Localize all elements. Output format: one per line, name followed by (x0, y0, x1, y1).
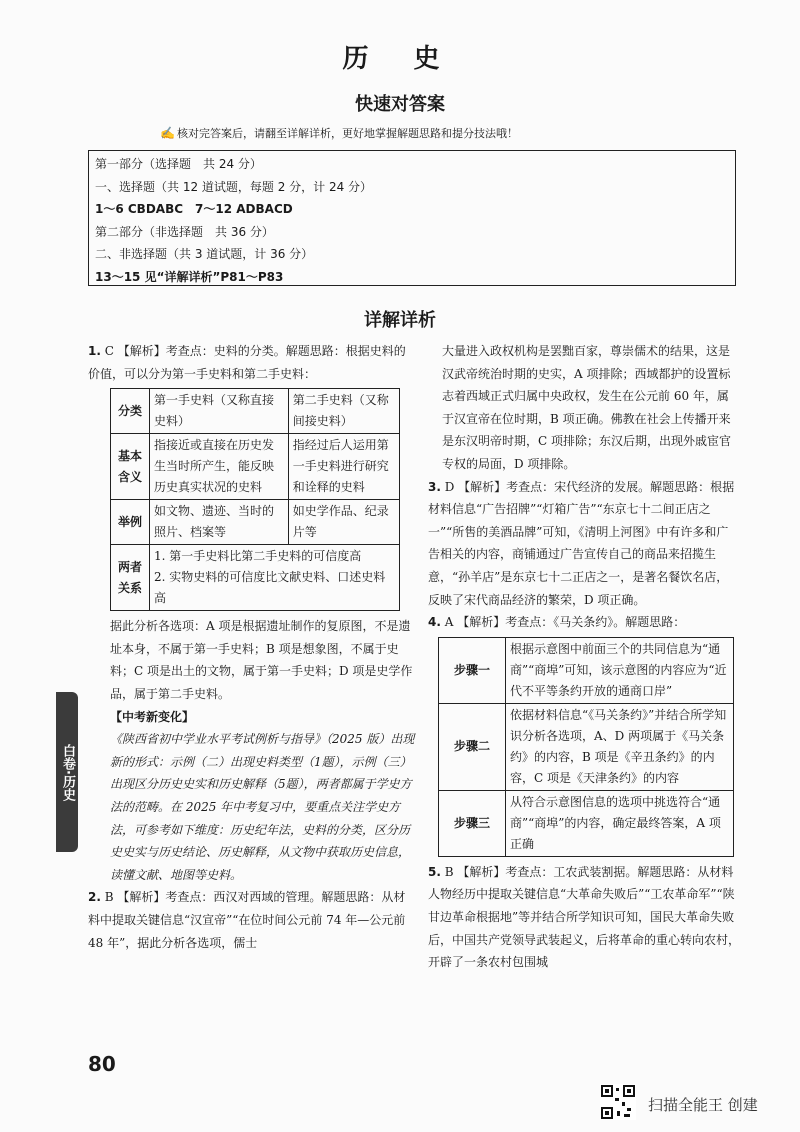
page-number: 80 (88, 1052, 116, 1076)
question-number: 2. (88, 890, 101, 905)
question-1 (88, 340, 416, 385)
question-number: 5. (428, 864, 441, 879)
table-cell: 如文物、遗迹、当时的照片、档案等 (150, 500, 289, 545)
table-header: 第一手史料（又称直接史料） (150, 389, 289, 434)
left-column (88, 340, 416, 954)
source-type-table (110, 388, 400, 611)
question-4-text: A 【解析】考查点：《马关条约》。解题思路： (444, 615, 686, 630)
side-tab: 白卷·历史 (56, 692, 78, 852)
tip-line (160, 125, 518, 141)
table-cell: 指接近或直接在历史发生当时所产生，能反映历史真实状况的史料 (150, 434, 289, 500)
question-2 (88, 886, 416, 954)
answer-line: 第一部分（选择题 共 24 分） (95, 157, 262, 171)
question-3-text: D 【解析】考查点：宋代经济的发展。解题思路：根据材料信息“广告招牌”“灯箱广告”“东京七十二间正店之一”“所售的美酒品牌”可知，《清明上河图》中有许多和广告相关的内容，商铺通过广告宣传自己的商品来招揽生意，“孙羊店”是东京七十二正店之一，是著名餐饮名店，反映了宋代商品经济的繁荣，D 项正确。 (428, 479, 735, 607)
step-label: 步骤二 (439, 703, 506, 790)
answer-box (88, 150, 736, 286)
question-number: 1. (88, 344, 101, 358)
answer-line: 二、非选择题（共 3 道试题，计 36 分） (95, 247, 314, 261)
scanner-watermark: 扫描全能王 创建 (648, 1096, 758, 1114)
question-number: 4. (428, 615, 441, 630)
steps-table (438, 637, 734, 857)
question-3 (428, 476, 740, 612)
page-title: 历 史 (342, 44, 458, 74)
exam-change-title: 【中考新变化】 (110, 709, 195, 724)
step-label: 步骤一 (439, 637, 506, 703)
step-text: 根据示意图中前面三个的共同信息为“通商”“商埠”可知，该示意图的内容应为“近代不平等条约开放的通商口岸” (506, 637, 734, 703)
row-label: 举例 (111, 500, 150, 545)
answer-line: 第二部分（非选择题 共 36 分） (95, 224, 274, 239)
question-1-head: C 【解析】考查点：史料的分类。解题思路：根据史料的价值，可以分为第一手史料和第二手史料： (88, 344, 406, 381)
row-label: 基本含义 (111, 434, 150, 500)
right-column (428, 340, 740, 974)
step-label: 步骤三 (439, 790, 506, 856)
table-cell: 指经过后人运用第一手史料进行研究和诠释的史料 (288, 434, 399, 500)
pen-icon: ✍ (160, 126, 175, 140)
answer-line: 一、选择题（共 12 道试题，每题 2 分，计 24 分） (95, 179, 373, 194)
step-text: 从符合示意图信息的选项中挑选符合“通商”“商埠”的内容，确定最终答案，A 项正确 (506, 790, 734, 856)
answer-section-title: 快速对答案 (355, 94, 445, 115)
exam-change-text: 《陕西省初中学业水平考试例析与指导》（2025 版）出现新的形式：示例（二）出现史料类型（1题），示例（三）出现区分历史史实和历史解释（5题），两者都属于学史方法的范畴。在 2025 年中考复习中，要重点关注学史方法，可参考如下维度：历史纪年法，史料的分类，区分历史史实与历史结论、历史解释，从文物中获取历史信息，读懂文献、地图等史料。 (110, 732, 415, 882)
answer-line: 1～6 CBDABC 7～12 ADBACD (95, 202, 293, 216)
question-5 (428, 861, 740, 974)
qr-code-icon (600, 1084, 636, 1120)
question-number: 3. (428, 479, 441, 494)
relation-1: 1. 第一手史料比第二手史料的可信度高 (154, 549, 362, 564)
table-header: 分类 (111, 389, 150, 434)
table-header: 第二手史料（又称间接史料） (288, 389, 399, 434)
row-label: 两者关系 (111, 545, 150, 611)
answer-line: 13～15 见“详解详析”P81～P83 (95, 269, 284, 284)
question-1-analysis: 据此分析各选项：A 项是根据遗址制作的复原图，不是遗址本身，不属于第一手史料；B 项是想象图，不属于史料；C 项是出土的文物，属于第一手史料；D 项是史学作品，属于第二手史料。 (110, 619, 413, 701)
table-cell (150, 545, 400, 611)
question-4 (428, 611, 740, 634)
question-5-text: B 【解析】考查点：工农武装割据。解题思路：从材料人物经历中提取关键信息“大革命失败后”“工农革命军”“陕甘边革命根据地”等并结合所学知识可知，国民大革命失败后，中国共产党领导武装起义，后将革命的重心转向农村，开辟了一条农村包围城 (428, 864, 741, 970)
tip-text: 核对完答案后，请翻至详解详析，更好地掌握解题思路和提分技法哦！ (176, 127, 518, 140)
relation-2: 2. 实物史料的可信度比文献史料、口述史料高 (154, 570, 386, 606)
step-text: 依据材料信息“《马关条约》”并结合所学知识分析各选项，A、D 两项属于《马关条约》的内容，B 项是《辛丑条约》的内容，C 项是《天津条约》的内容 (506, 703, 734, 790)
table-cell: 如史学作品、纪录片等 (288, 500, 399, 545)
question-2-text: B 【解析】考查点：西汉对西域的管理。解题思路：从材料中提取关键信息“汉宣帝”“在位时间公元前 74 年—公元前 48 年”，据此分析各选项，儒士 (88, 890, 406, 950)
explanation-section-title: 详解详析 (364, 310, 436, 331)
question-2-continued: 大量进入政权机构是罢黜百家，尊崇儒术的结果，这是汉武帝统治时期的史实，A 项排除；西域都护的设置标志着西域正式归属中央政权，发生在公元前 60 年，属于汉宣帝在位时期，B 项正确。佛教在社会上传播开来是东汉明帝时期，C 项排除；东汉后期，出现外戚宦官专权的局面，D 项排除。 (442, 344, 731, 471)
